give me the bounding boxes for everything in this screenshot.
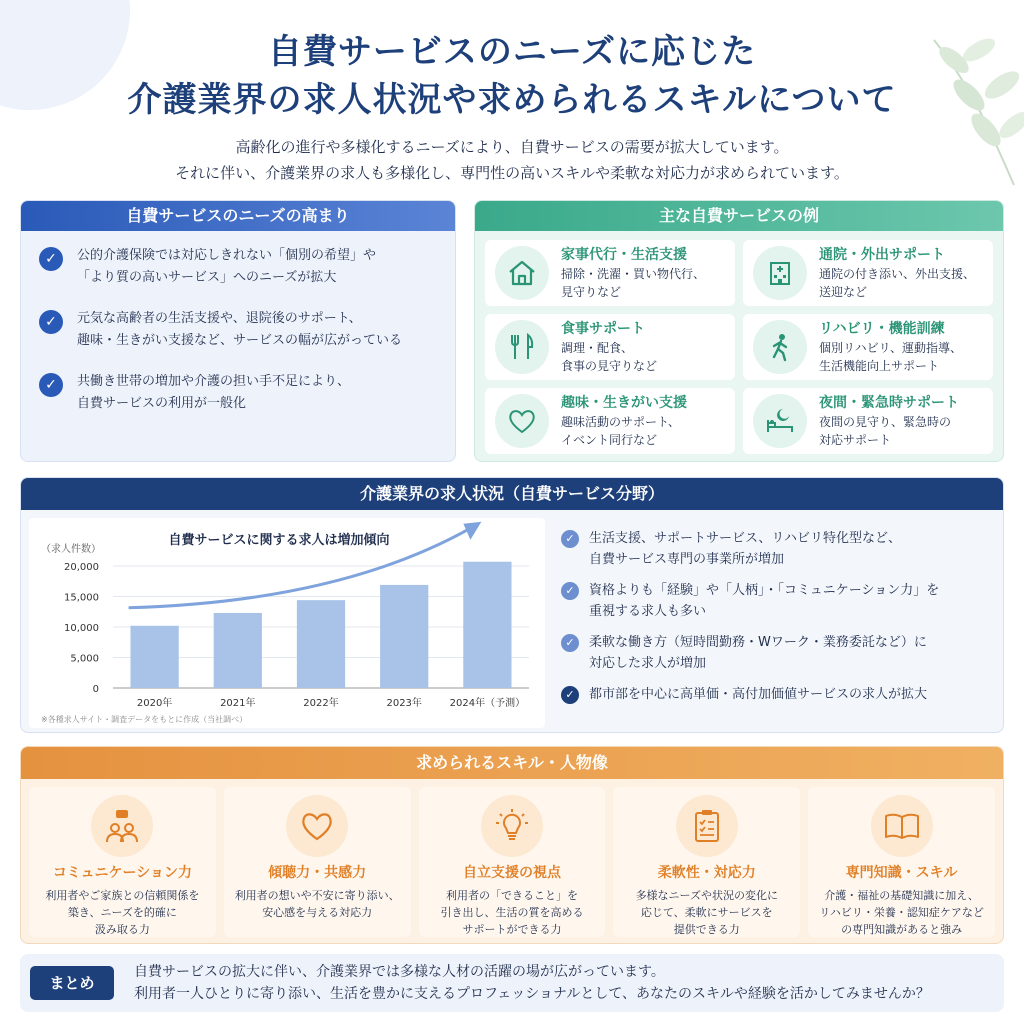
skill-title: 柔軟性・対応力: [657, 865, 756, 881]
skill-communication: [29, 787, 216, 937]
list-item: [561, 684, 991, 705]
lead-line1: 高齢化の進行や多様化するニーズにより、自費サービスの需要が拡大しています。: [235, 138, 789, 156]
need-line: 元気な高齢者の生活支援や、退院後のサポート、: [77, 311, 362, 326]
service-desc: 対応サポート: [819, 433, 892, 447]
service-item-hobby: [485, 388, 735, 454]
service-title: 夜間・緊急時サポート: [819, 395, 959, 411]
page-title-line1: 自費サービスのニーズに応じた: [267, 32, 757, 72]
check-icon: ✓: [561, 634, 579, 652]
skill-desc: 利用者の想いや不安に寄り添い、 安心感を与える対応力: [234, 889, 400, 919]
lead-text: [0, 134, 1024, 186]
x-tick-label: 2020年: [136, 698, 173, 709]
service-desc: 個別リハビリ、運動指導、: [819, 341, 963, 355]
need-line: 自費サービスの利用が一般化: [77, 396, 247, 411]
jobs-points: [561, 528, 991, 715]
list-item: [39, 371, 439, 415]
services-grid: [475, 231, 1003, 462]
page-header: [0, 28, 1024, 186]
skill-desc: 多様なニーズや状況の変化に 応じて、柔軟にサービスを 提供できる力: [635, 889, 779, 936]
summary-line1: 自費サービスの拡大に伴い、介護業界では多様な人材の活躍の場が広がっています。: [134, 964, 665, 980]
bed-moon-icon: [753, 394, 807, 448]
need-line: 趣味・生きがい支援など、サービスの幅が広がっている: [77, 333, 403, 348]
service-item-rehab: [743, 314, 993, 380]
house-icon: [495, 246, 549, 300]
service-desc: 送迎など: [819, 285, 868, 299]
book-icon: [871, 795, 933, 857]
list-item: [561, 580, 991, 622]
job-point-line: 対応した求人が増加: [589, 656, 707, 671]
check-icon: ✓: [561, 582, 579, 600]
service-desc: 夜間の見守り、緊急時の: [819, 415, 952, 429]
skills-row: [21, 779, 1003, 944]
chart-title: 自費サービスに関する求人は増加傾向: [168, 533, 390, 548]
check-icon: ✓: [39, 310, 63, 334]
needs-heading: 自費サービスのニーズの高まり: [21, 201, 455, 231]
bar: [130, 626, 178, 688]
service-item-night: [743, 388, 993, 454]
needs-list: [21, 231, 455, 415]
skills-heading: 求められるスキル・人物像: [21, 747, 1003, 779]
need-line: 公的介護保険では対応しきれない「個別の希望」や: [77, 248, 377, 263]
service-desc: 通院の付き添い、外出支援、: [819, 267, 976, 281]
people-chat-icon: [91, 795, 153, 857]
job-point-line: 柔軟な働き方（短時間勤務・Wワーク・業務委託など）に: [589, 635, 927, 650]
heart-icon: [495, 394, 549, 448]
y-tick-label: 0: [92, 684, 99, 695]
y-tick-label: 20,000: [64, 562, 99, 573]
summary-box: [20, 954, 1004, 1012]
skill-title: 専門知識・スキル: [845, 865, 958, 881]
service-desc: 調理・配食、: [561, 341, 634, 355]
check-icon: ✓: [39, 373, 63, 397]
check-icon: ✓: [561, 686, 579, 704]
service-desc: イベント同行など: [561, 433, 658, 447]
chart-bars: [130, 562, 511, 688]
lead-line2: それに伴い、介護業界の求人も多様化し、専門性の高いスキルや柔軟な対応力が求められています。: [175, 164, 849, 182]
service-title: リハビリ・機能訓練: [819, 321, 945, 337]
skill-desc: 利用者の「できること」を 引き出し、生活の質を高める サポートができる力: [440, 889, 584, 936]
service-item-outing: [743, 240, 993, 306]
summary-badge: まとめ: [30, 966, 114, 1000]
service-desc: 生活機能向上サポート: [819, 359, 940, 373]
y-tick-label: 10,000: [64, 623, 99, 634]
page-title-line2: 介護業界の求人状況や求められるスキルについて: [127, 80, 897, 120]
chart-xlabels: [137, 696, 525, 709]
x-tick-label: 2023年: [386, 698, 422, 709]
check-icon: ✓: [39, 247, 63, 271]
service-item-housework: [485, 240, 735, 306]
list-item: [561, 632, 991, 674]
chart-ylabel: （求人件数）: [41, 544, 101, 555]
hospital-icon: [753, 246, 807, 300]
job-point-line: 重視する求人も多い: [589, 604, 707, 619]
skills-card: [20, 746, 1004, 944]
job-point-line: 生活支援、サポートサービス、リハビリ特化型など、: [589, 531, 902, 546]
service-title: 趣味・生きがい支援: [561, 395, 687, 411]
skill-title: 傾聴力・共感力: [268, 865, 367, 881]
skill-desc: 介護・福祉の基礎知識に加え、 リハビリ・栄養・認知症ケアなど の専門知識があると強み: [819, 889, 984, 936]
services-card: [474, 200, 1004, 462]
bar: [297, 600, 345, 688]
skill-expertise: [808, 787, 995, 937]
service-title: 家事代行・生活支援: [561, 247, 687, 263]
check-icon: ✓: [561, 530, 579, 548]
skill-empathy: [224, 787, 411, 937]
clipboard-check-icon: [676, 795, 738, 857]
need-line: 「より質の高いサービス」へのニーズが拡大: [77, 270, 337, 285]
job-point-line: 自費サービス専門の事業所が増加: [589, 552, 785, 567]
x-tick-label: 2024年（予測）: [449, 698, 526, 709]
service-title: 食事サポート: [561, 321, 645, 337]
skill-title: コミュニケーション力: [52, 865, 192, 881]
skill-independence: [419, 787, 606, 937]
lightbulb-icon: [481, 795, 543, 857]
bar-chart: [29, 518, 545, 728]
y-tick-label: 5,000: [70, 653, 99, 665]
x-tick-label: 2022年: [303, 698, 339, 709]
summary-text: [134, 961, 930, 1005]
skill-title: 自立支援の視点: [462, 865, 561, 881]
need-line: 共働き世帯の増加や介護の担い手不足により、: [77, 374, 351, 389]
job-chart: [29, 518, 545, 728]
job-point-line: 都市部を中心に高単価・高付加価値サービスの求人が拡大: [589, 687, 928, 702]
jobs-heading: 介護業界の求人状況（自費サービス分野）: [21, 478, 1003, 510]
walking-person-icon: [753, 320, 807, 374]
summary-line2: 利用者一人ひとりに寄り添い、生活を豊かに支えるプロフェッショナルとして、あなたのスキルや経験を活かしてみませんか？: [134, 986, 930, 1002]
service-desc: 掃除・洗濯・買い物代行、: [561, 267, 706, 281]
bar: [214, 613, 262, 688]
list-item: [561, 528, 991, 570]
list-item: [39, 245, 439, 289]
service-desc: 見守りなど: [561, 285, 622, 299]
services-heading: 主な自費サービスの例: [475, 201, 1003, 231]
chart-note: ※各種求人サイト・調査データをもとに作成（当社調べ）: [41, 715, 248, 724]
jobs-card: [20, 477, 1004, 733]
bar: [380, 585, 428, 688]
service-item-meal: [485, 314, 735, 380]
job-point-line: 資格よりも「経験」や「人柄」・「コミュニケーション力」を: [589, 583, 940, 598]
heart-icon: [286, 795, 348, 857]
bar: [463, 562, 511, 688]
chart-ylabels: [64, 562, 99, 695]
needs-card: [20, 200, 456, 462]
fork-knife-icon: [495, 320, 549, 374]
y-tick-label: 15,000: [64, 592, 99, 604]
skill-flexibility: [613, 787, 800, 937]
x-tick-label: 2021年: [220, 698, 256, 709]
list-item: [39, 308, 439, 352]
service-title: 通院・外出サポート: [819, 247, 945, 263]
service-desc: 食事の見守りなど: [561, 359, 658, 373]
service-desc: 趣味活動のサポート、: [561, 415, 680, 429]
skill-desc: 利用者やご家族との信頼関係を 築き、ニーズを的確に 汲み取る力: [45, 889, 200, 936]
